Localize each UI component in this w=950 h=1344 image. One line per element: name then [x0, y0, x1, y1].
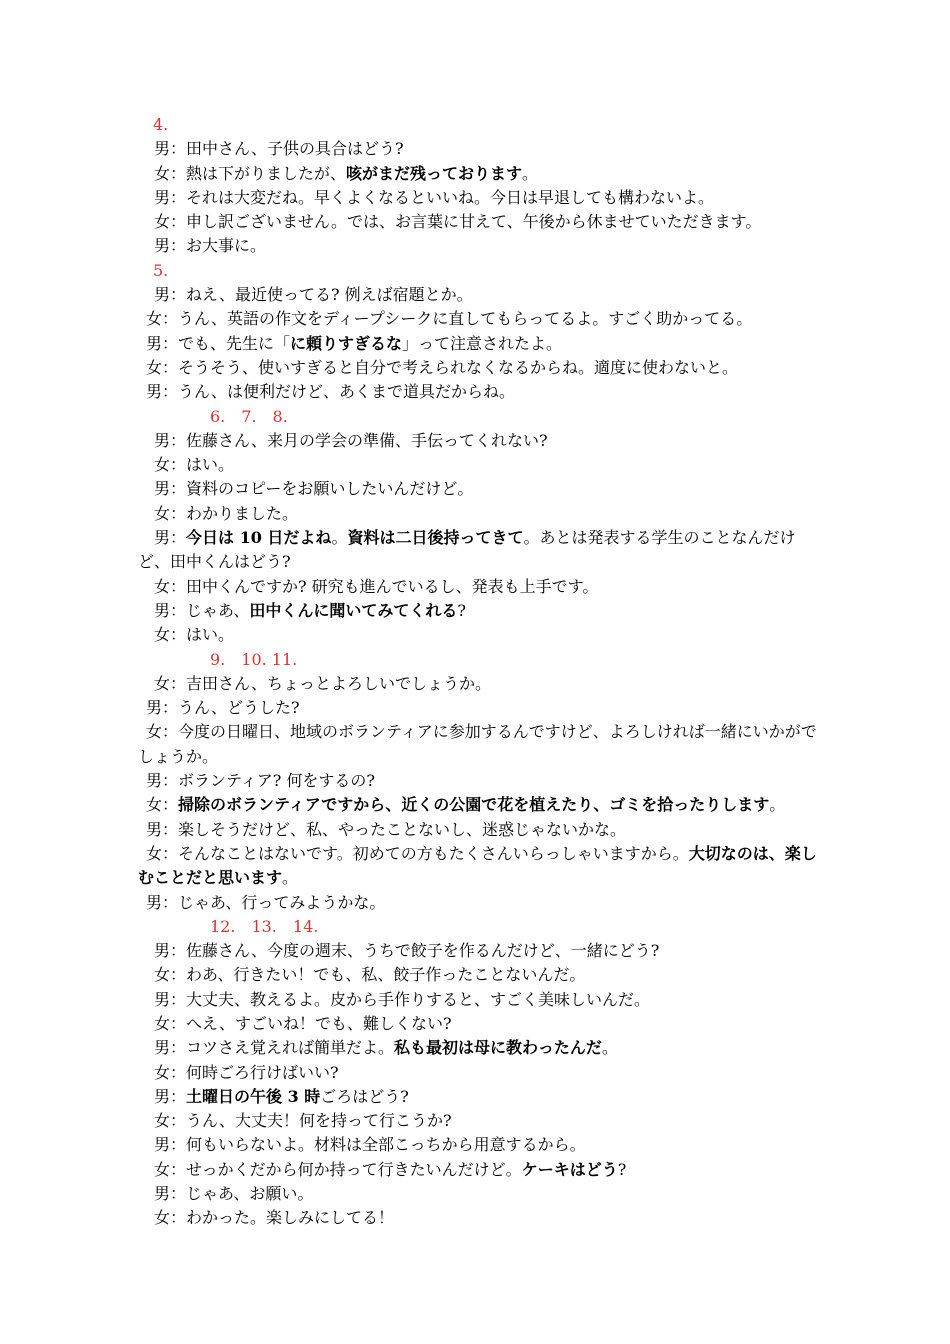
- question-number: 9. 10. 11.: [210, 649, 298, 669]
- dialogue-line: [138, 502, 818, 526]
- bold-phrase: に頼りすぎるな: [290, 333, 403, 353]
- dialogue-text: 男：じゃあ、行ってみようかな。: [146, 892, 386, 912]
- dialogue-text: 男：: [154, 1086, 187, 1106]
- dialogue-text: 男：でも、先生に「: [146, 333, 291, 353]
- dialogue-line: [138, 332, 818, 356]
- dialogue-text: 。: [282, 868, 299, 888]
- transcript-document: [138, 113, 818, 1231]
- dialogue-line: [138, 1158, 818, 1182]
- dialogue-line: [138, 793, 818, 817]
- dialogue-line: [138, 599, 818, 623]
- bold-phrase: 土曜日の午後 3 時: [186, 1086, 321, 1106]
- dialogue-line: [138, 672, 818, 696]
- dialogue-text: 。: [601, 1038, 618, 1058]
- dialogue-line: [138, 720, 818, 769]
- dialogue-text: 男：田中さん、子供の具合はどう?: [154, 139, 404, 159]
- dialogue-text: 男：お大事に。: [154, 236, 267, 256]
- dialogue-text: 女：はい。: [154, 455, 235, 475]
- dialogue-line: [138, 623, 818, 647]
- bold-phrase: 大切なのは、楽しむことだと思います: [138, 843, 817, 888]
- dialogue-text: 男：ねえ、最近使ってる? 例えば宿題とか。: [154, 285, 473, 305]
- bold-phrase: 掃除のボランティアですから、近くの公園で花を植えたり、ゴミを拾ったりします: [178, 795, 770, 815]
- dialogue-line: [138, 162, 818, 186]
- dialogue-text: 男：資料のコピーをお願いしたいんだけど。: [154, 479, 474, 499]
- dialogue-line: [138, 1012, 818, 1036]
- dialogue-line: [138, 842, 818, 891]
- dialogue-text: 女：田中くんですか? 研究も進んでいるし、発表も上手です。: [154, 576, 599, 596]
- dialogue-text: ?: [617, 1159, 627, 1179]
- dialogue-text: 女：せっかくだから何か持って行きたいんだけど。: [154, 1159, 522, 1179]
- dialogue-line: [138, 1133, 818, 1157]
- dialogue-text: 女：吉田さん、ちょっとよろしいでしょうか。: [154, 673, 491, 693]
- dialogue-text: 男：楽しそうだけど、私、やったことないし、迷惑じゃないかな。: [146, 819, 627, 839]
- dialogue-line: [138, 137, 818, 161]
- dialogue-line: [138, 453, 818, 477]
- dialogue-line: [138, 526, 818, 575]
- bold-phrase: ケーキはどう: [521, 1159, 618, 1179]
- dialogue-text: 男：大丈夫、教えるよ。皮から手作りすると、すごく美味しいんだ。: [154, 989, 651, 1009]
- dialogue-text: 男：ボランティア? 何をするの?: [146, 771, 375, 791]
- dialogue-line: [138, 307, 818, 331]
- dialogue-text: 女：そうそう、使いすぎると自分で考えられなくなるからね。適度に使わないと。: [146, 357, 739, 377]
- dialogue-text: 女：わかった。楽しみにしてる！: [154, 1208, 395, 1228]
- dialogue-text: 男：佐藤さん、来月の学会の準備、手伝ってくれない?: [154, 430, 548, 450]
- dialogue-text: 女：わあ、行きたい！でも、私、餃子作ったことないんだ。: [154, 965, 586, 985]
- bold-phrase: 咳がまだ残っております: [346, 163, 523, 183]
- dialogue-text: ごろはどう?: [320, 1086, 409, 1106]
- dialogue-text: 女：そんなことはないです。初めての方もたくさんいらっしゃいますから。: [146, 843, 689, 863]
- bold-phrase: 田中くんに聞いてみてくれる: [249, 600, 458, 620]
- dialogue-text: 男：うん、どうした?: [146, 698, 300, 718]
- dialogue-text: 男：じゃあ、: [154, 600, 250, 620]
- dialogue-text: 男：それは大変だね。早くよくなるといいね。今日は早退しても構わないよ。: [154, 187, 715, 207]
- dialogue-text: 男：うん、は便利だけど、あくまで道具だからね。: [146, 382, 515, 402]
- dialogue-line: [138, 380, 818, 404]
- dialogue-text: 女：へえ、すごいね！でも、難しくない?: [154, 1013, 452, 1033]
- dialogue-line: [138, 283, 818, 307]
- question-number: 4.: [153, 115, 169, 134]
- dialogue-line: [138, 1206, 818, 1230]
- dialogue-text: 男：佐藤さん、今度の週末、うちで餃子を作るんだけど、一緒にどう?: [154, 941, 660, 961]
- dialogue-line: [138, 939, 818, 963]
- question-number: 6. 7. 8.: [210, 406, 288, 426]
- dialogue-line: [138, 1061, 818, 1085]
- dialogue-line: [138, 186, 818, 210]
- dialogue-text: 女：申し訳ございません。では、お言葉に甘えて、午後から休ませていただきます。: [154, 212, 762, 232]
- dialogue-line: [138, 818, 818, 842]
- dialogue-text: 。: [331, 528, 348, 548]
- dialogue-text: 。: [522, 163, 539, 183]
- bold-phrase: 資料は二日後持ってきて: [347, 528, 524, 548]
- dialogue-text: 女：熱は下がりましたが、: [154, 163, 347, 183]
- dialogue-text: 女：何時ごろ行けばいい?: [154, 1062, 339, 1082]
- dialogue-line: [138, 234, 818, 258]
- dialogue-line: [138, 210, 818, 234]
- dialogue-line: [138, 477, 818, 501]
- dialogue-line: [138, 988, 818, 1012]
- question-number: 5.: [153, 260, 169, 280]
- dialogue-line: [138, 1109, 818, 1133]
- dialogue-line: [138, 769, 818, 793]
- dialogue-line: [138, 1036, 818, 1060]
- dialogue-line: [138, 963, 818, 987]
- bold-phrase: 私も最初は母に教わったんだ: [394, 1038, 602, 1058]
- dialogue-text: 男：: [154, 528, 187, 548]
- dialogue-text: 女：今度の日曜日、地域のボランティアに参加するんですけど、よろしければ一緒にいかがでしょうか。: [138, 722, 817, 766]
- bold-phrase: 今日は 10 日だよね: [186, 528, 332, 548]
- dialogue-text: 男：じゃあ、お願い。: [154, 1184, 314, 1204]
- dialogue-text: 女：うん、大丈夫！何を持って行こうか?: [154, 1111, 452, 1131]
- dialogue-text: 。: [769, 795, 786, 815]
- dialogue-text: 男：コツさえ覚えれば簡単だよ。: [154, 1038, 395, 1058]
- dialogue-line: [138, 1085, 818, 1109]
- dialogue-text: ?: [457, 600, 466, 620]
- question-number: 12. 13. 14.: [210, 916, 319, 936]
- dialogue-text: 男：何もいらないよ。材料は全部こっちから用意するから。: [154, 1135, 586, 1155]
- dialogue-line: [138, 696, 818, 720]
- dialogue-line: [138, 575, 818, 599]
- dialogue-text: 。あとは発表する学生のことなんだけど、田中くんはどう?: [138, 528, 796, 572]
- dialogue-line: [138, 891, 818, 915]
- dialogue-text: 女：わかりました。: [154, 503, 299, 523]
- dialogue-line: [138, 356, 818, 380]
- dialogue-text: 女：はい。: [154, 625, 235, 645]
- dialogue-line: [138, 1182, 818, 1206]
- dialogue-text: 」って注意されたよ。: [402, 333, 563, 353]
- dialogue-text: 女：うん、英語の作文をディープシークに直してもらってるよ。すごく助かってる。: [146, 309, 753, 329]
- dialogue-line: [138, 429, 818, 453]
- dialogue-text: 女：: [146, 795, 179, 815]
